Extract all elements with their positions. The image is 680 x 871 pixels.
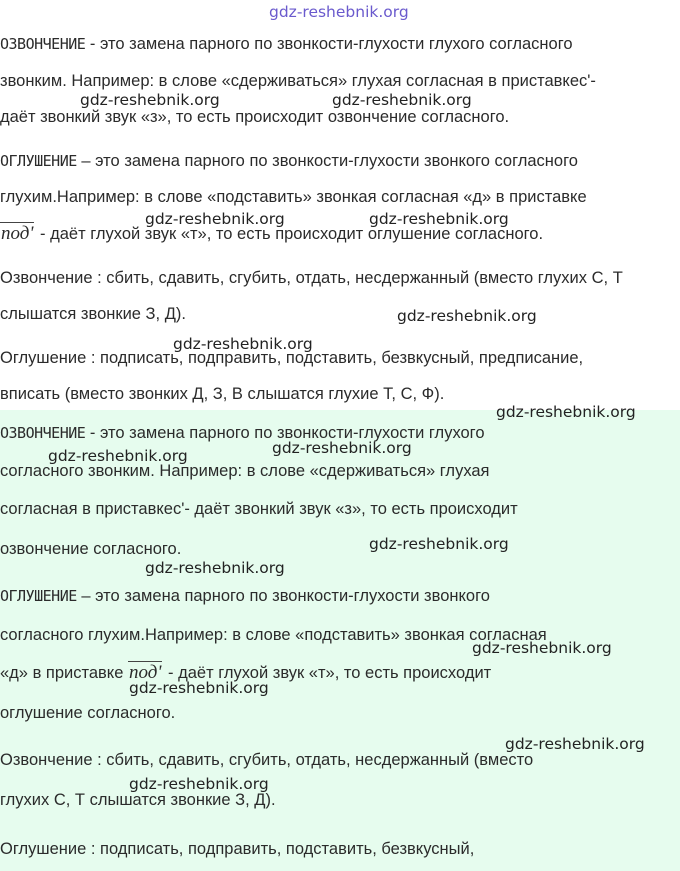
- watermark: gdz-reshebnik.org: [397, 307, 537, 325]
- watermark: gdz-reshebnik.org: [145, 559, 285, 577]
- devoicing-definition-line-4: оглушение согласного.: [0, 704, 176, 722]
- watermark: gdz-reshebnik.org: [505, 735, 645, 753]
- voicing-examples-line-1: Озвончение : сбить, сдавить, сгубить, отдать, несдержанный (вместо: [0, 751, 534, 769]
- voicing-definition-line-2: согласного звонким. Например: в слове «сдерживаться» глухая: [0, 462, 490, 480]
- watermark: gdz-reshebnik.org: [145, 210, 285, 228]
- watermark: gdz-reshebnik.org: [332, 91, 472, 109]
- voicing-definition-line-4: озвончение согласного.: [0, 540, 182, 558]
- watermark: gdz-reshebnik.org: [129, 775, 269, 793]
- watermark: gdz-reshebnik.org: [80, 91, 220, 109]
- voicing-definition-line-1: ОЗВОНЧЕНИЕ - это замена парного по звонкости-глухости глухого согласного: [0, 35, 573, 53]
- answer-section-highlighted: [0, 403, 680, 871]
- devoicing-definition-line-1: ОГЛУШЕНИЕ – это замена парного по звонкости-глухости звонкого согласного: [0, 152, 578, 170]
- voicing-term: ОЗВОНЧЕНИЕ: [0, 424, 86, 442]
- voicing-definition-line-2: звонким. Например: в слове «сдерживаться» глухая согласная в приставкес'-: [0, 72, 596, 90]
- devoicing-definition-line-2: согласного глухим.Например: в слове «подставить» звонкая согласная: [0, 626, 547, 644]
- prefix-morpheme: под': [1, 223, 34, 244]
- watermark: gdz-reshebnik.org: [472, 639, 612, 657]
- devoicing-examples-line-1: Оглушение : подписать, подправить, подставить, безвкусный, предписание,: [0, 349, 584, 367]
- devoicing-examples-line-1: Оглушение : подписать, подправить, подставить, безвкусный,: [0, 840, 475, 858]
- devoicing-definition-line-3: под' - даёт глухой звук «т», то есть происходит оглушение согласного.: [1, 223, 544, 244]
- answer-section-original: [0, 0, 680, 410]
- voicing-definition-line-3: даёт звонкий звук «з», то есть происходит озвончение согласного.: [0, 108, 510, 126]
- watermark: gdz-reshebnik.org: [369, 535, 509, 553]
- prefix-morpheme: под': [128, 662, 162, 683]
- watermark: gdz-reshebnik.org: [48, 447, 188, 465]
- watermark: gdz-reshebnik.org: [272, 439, 412, 457]
- voicing-term: ОЗВОНЧЕНИЕ: [0, 35, 86, 53]
- watermark: gdz-reshebnik.org: [173, 335, 313, 353]
- watermark: gdz-reshebnik.org: [269, 3, 409, 21]
- devoicing-definition-line-2: глухим.Например: в слове «подставить» звонкая согласная «д» в приставке: [0, 188, 587, 206]
- devoicing-definition-line-3: «д» в приставке под' - даёт глухой звук «т», то есть происходит: [0, 662, 492, 683]
- voicing-examples-line-2: глухих С, Т слышатся звонкие З, Д).: [0, 791, 276, 809]
- devoicing-term: ОГЛУШЕНИЕ: [0, 587, 77, 605]
- watermark: gdz-reshebnik.org: [369, 210, 509, 228]
- devoicing-term: ОГЛУШЕНИЕ: [0, 152, 77, 170]
- voicing-definition-line-3: согласная в приставкес'- даёт звонкий звук «з», то есть происходит: [0, 500, 518, 518]
- voicing-examples-line-1: Озвончение : сбить, сдавить, сгубить, отдать, несдержанный (вместо глухих С, Т: [0, 269, 623, 287]
- watermark: gdz-reshebnik.org: [496, 403, 636, 421]
- voicing-examples-line-2: слышатся звонкие З, Д).: [0, 305, 186, 323]
- devoicing-definition-line-1: ОГЛУШЕНИЕ – это замена парного по звонкости-глухости звонкого: [0, 587, 490, 605]
- devoicing-examples-line-2: вписать (вместо звонких Д, З, В слышатся глухие Т, С, Ф).: [0, 385, 445, 403]
- voicing-definition-line-1: ОЗВОНЧЕНИЕ - это замена парного по звонкости-глухости глухого: [0, 424, 485, 442]
- watermark: gdz-reshebnik.org: [129, 679, 269, 697]
